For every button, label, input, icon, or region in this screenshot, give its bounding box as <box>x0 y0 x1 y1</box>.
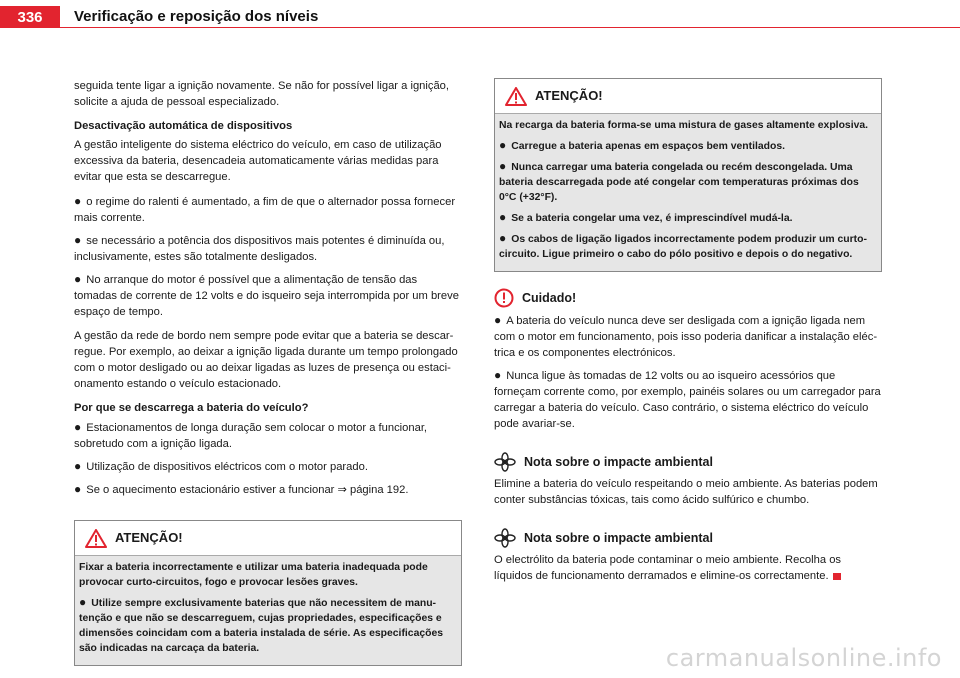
watermark: carmanualsonline.info <box>665 644 942 672</box>
page-header <box>0 0 960 30</box>
list-item: ● Carregue a bateria apenas em espaços bem ventilados. <box>499 138 785 152</box>
bullet-icon: ● <box>499 159 507 173</box>
list-item: ● A bateria do veículo nunca deve ser desligada com a ignição ligada nem com o motor em funcionamento, pois isso poderia danificar a instalação eléc-trica e os componentes electrónicos. <box>494 313 878 359</box>
left-column <box>74 78 462 666</box>
bullet-icon: ● <box>74 459 82 473</box>
list-item: ● Os cabos de ligação ligados incorrectamente podem produzir um curto-circuito. Ligue primeiro o cabo do pólo positivo e depois o do negativo. <box>499 231 867 260</box>
caution-title: Cuidado! <box>522 291 577 305</box>
bullet-icon: ● <box>79 595 87 609</box>
list-item: ● Se a bateria congelar uma vez, é imprescindível mudá-la. <box>499 210 793 224</box>
section-end-marker <box>833 573 841 580</box>
bullet-icon: ● <box>74 233 82 247</box>
paragraph: seguida tente ligar a ignição novamente. Se não for possível ligar a ignição, solicite a ajuda de pessoal especializado. <box>74 80 450 108</box>
caution-header <box>494 288 882 308</box>
warning-body <box>495 114 881 271</box>
flower-icon <box>494 528 516 548</box>
list-item: ● Nunca ligue às tomadas de 12 volts ou ao isqueiro acessórios que forneçam corrente como, por exemplo, painéis solares ou um carregador para carregar a bateria do veículo. Caso contrário, o sistema eléctrico do veículo pode avariar-se. <box>494 368 881 430</box>
flower-icon <box>494 452 516 472</box>
bullet-icon: ● <box>499 138 507 152</box>
paragraph: A gestão da rede de bordo nem sempre pode evitar que a bateria se descar-regue. Por exemplo, ao deixar a ignição ligada durante um tempo prolongado com o motor desligado ou ao deixar ligadas as luzes de presença ou estaci-onamento estando o veículo estacionado. <box>74 330 458 390</box>
environment-note-header <box>494 452 882 472</box>
environment-note-title: Nota sobre o impacte ambiental <box>524 531 713 545</box>
bullet-icon: ● <box>494 368 502 382</box>
environment-note-text: Elimine a bateria do veículo respeitando o meio ambiente. As baterias podem conter substâncias tóxicas, tais como ácido sulfúrico e chumbo. <box>494 478 878 506</box>
bullet-icon: ● <box>74 420 82 434</box>
warning-triangle-icon <box>85 529 107 548</box>
list-item: ● se necessário a potência dos dispositivos mais potentes é diminuída ou, inclusivamente, estes são totalmente desligados. <box>74 233 445 263</box>
warning-header <box>75 521 461 556</box>
warning-body <box>75 556 461 665</box>
list-item: ● Estacionamentos de longa duração sem colocar o motor a funcionar, sobretudo com a ignição ligada. <box>74 420 428 450</box>
list-item: ● Nunca carregar uma bateria congelada ou recém descongelada. Uma bateria descarregada pode até congelar com temperaturas próximas dos 0°C (+32°F). <box>499 159 859 203</box>
warning-box <box>74 520 462 666</box>
warning-triangle-icon <box>505 87 527 106</box>
bullet-icon: ● <box>74 194 82 208</box>
environment-note-title: Nota sobre o impacte ambiental <box>524 455 713 469</box>
section-heading: Por que se descarrega a bateria do veículo? <box>74 402 309 414</box>
list-item: ● Utilização de dispositivos eléctricos com o motor parado. <box>74 459 368 473</box>
warning-header <box>495 79 881 114</box>
warning-title: ATENÇÃO! <box>535 88 603 103</box>
bullet-icon: ● <box>499 231 507 245</box>
warning-intro: Na recarga da bateria forma-se uma mistura de gases altamente explosiva. <box>499 120 869 131</box>
environment-note-text: O electrólito da bateria pode contaminar o meio ambiente. Recolha os líquidos de funcionamento derramados e elimine-os correctamente. <box>494 554 842 582</box>
bullet-icon: ● <box>494 313 502 327</box>
bullet-icon: ● <box>74 272 82 286</box>
list-item: ● Utilize sempre exclusivamente baterias que não necessitem de manu-tenção e que não se descarreguem, cujas propriedades, especificações e dimensões coincidam com a bateria instalada de série. As especificações são indicadas na carcaça da bateria. <box>79 595 444 654</box>
warning-intro: Fixar a bateria incorrectamente e utilizar uma bateria inadequada pode provocar curto-circuitos, fogo e provocar lesões graves. <box>79 562 428 588</box>
list-item: ● o regime do ralenti é aumentado, a fim de que o alternador possa fornecer mais corrente. <box>74 194 456 224</box>
header-divider <box>60 27 960 28</box>
bullet-icon: ● <box>74 482 82 496</box>
warning-title: ATENÇÃO! <box>115 530 183 545</box>
section-heading: Desactivação automática de dispositivos <box>74 120 293 132</box>
page-title: Verificação e reposição dos níveis <box>74 8 319 25</box>
environment-note-header <box>494 528 882 548</box>
list-item: ● No arranque do motor é possível que a alimentação de tensão das tomadas de corrente de 12 volts e do isqueiro seja interrompida por um breve espaço de tempo. <box>74 272 459 318</box>
warning-box <box>494 78 882 272</box>
list-item: ● Se o aquecimento estacionário estiver a funcionar ⇒ página 192. <box>74 482 409 496</box>
page-number: 336 <box>0 6 60 28</box>
paragraph: A gestão inteligente do sistema eléctrico do veículo, em caso de utilização excessiva da bateria, desencadeia automaticamente várias medidas para evitar que esta se descarregue. <box>74 139 442 183</box>
caution-icon <box>494 288 514 308</box>
right-column <box>494 78 882 592</box>
bullet-icon: ● <box>499 210 507 224</box>
